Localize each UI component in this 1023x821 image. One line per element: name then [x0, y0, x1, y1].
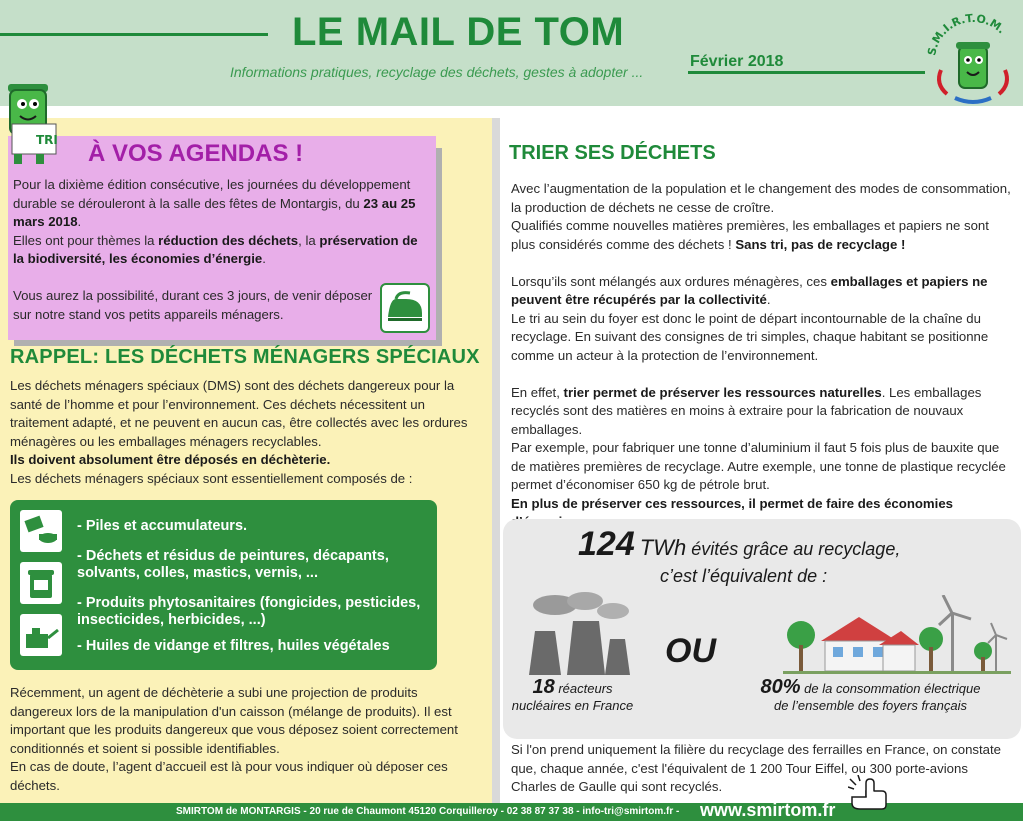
mascot-icon	[0, 78, 64, 168]
mascot-sign: TRI	[36, 133, 58, 147]
trier-text	[511, 180, 1016, 532]
logo-text: S.M.I.R.T.O.M.	[925, 11, 1008, 57]
trier-paragraph-1: Avec l’augmentation de la population et le changement des modes de consommation, la production de déchets ne cesse de croître.	[511, 181, 1011, 215]
stats-unit: TWh	[639, 535, 687, 560]
stat-reactors-number: 18	[532, 676, 555, 698]
header-rule-right	[688, 71, 925, 74]
iron-icon	[380, 283, 430, 333]
pointing-hand-icon	[848, 775, 888, 813]
newsletter-subtitle: Informations pratiques, recyclage des déchets, gestes à adopter ...	[230, 64, 644, 80]
trier-paragraph-2: Qualifiés comme nouvelles matières premières, les emballages et papiers ne sont plus considérés comme des déchets ! Sans tri, pas de recyclage !	[511, 218, 989, 252]
stat-homes	[733, 676, 1008, 714]
stats-subheadline: c’est l’équivalent de :	[660, 566, 828, 586]
dms-item-paints: - Déchets et résidus de peintures, décapants, solvants, colles, mastics, vernis, ...	[77, 548, 389, 581]
doubt-paragraph: En cas de doute, l’agent d’accueil est là pour vous indiquer où déposer ces déchets.	[10, 759, 448, 793]
incident-paragraph: Récemment, un agent de déchèterie a subi une projection de produits dangereux lors de la manipulation d'un caisson (mélange de produits). Il est important que les produits dangereux que vous déposez soient correctement conditionnés et soient si possible identifiables.	[10, 685, 458, 756]
dms-text	[10, 377, 482, 488]
stat-reactors-label-1: réacteurs	[558, 681, 613, 696]
footer-website-link[interactable]: www.smirtom.fr	[700, 800, 836, 820]
stats-or: OU	[665, 632, 716, 670]
agenda-paragraph-3: Vous aurez la possibilité, durant ces 3 jours, de venir déposer sur notre stand vos petits appareils ménagers.	[13, 288, 373, 322]
stat-homes-label-1: de la consommation électrique	[804, 681, 981, 696]
footer-address: SMIRTOM de MONTARGIS - 20 rue de Chaumont 45120 Corquilleroy - 02 38 87 37 38 - info-tri@smirtom.fr -	[176, 806, 680, 817]
agenda-paragraph-1: Pour la dixième édition consécutive, les journées du développement durable se dérouleront à la salle des fêtes de Montargis, du 23 au 25 mars 2018.	[13, 177, 416, 229]
oil-can-icon	[20, 614, 62, 656]
nuclear-plant-icon	[515, 591, 635, 679]
header-rule-left	[0, 33, 268, 36]
stat-reactors-label-2: nucléaires en France	[511, 698, 634, 713]
dms-item-batteries: - Piles et accumulateurs.	[77, 518, 248, 534]
dms-paragraph-3: Les déchets ménagers spéciaux sont essentiellement composés de :	[10, 470, 413, 486]
house-icon	[821, 617, 919, 671]
agenda-title: À VOS AGENDAS !	[88, 140, 304, 167]
trier-title: TRIER SES DÉCHETS	[509, 142, 716, 164]
trier-paragraph-7: En plus de préserver ces ressources, il permet de faire des économies	[511, 495, 953, 511]
wind-turbine-icon	[939, 595, 1007, 671]
stat-reactors	[505, 676, 640, 714]
stat-homes-number: 80%	[760, 676, 801, 698]
dms-paragraph-2: Ils doivent absolument être déposés en déchèterie.	[10, 452, 331, 467]
stats-big-number: 124	[578, 525, 635, 563]
smirtom-logo-icon	[925, 8, 1020, 106]
dms-item-oils: - Huiles de vidange et filtres, huiles végétales	[77, 638, 390, 654]
ferraille-paragraph: Si l'on prend uniquement la filière du recyclage des ferrailles en France, on constate que, chaque année, c'est l'équivalent de 1 200 Tour Eiffel, ou 300 porte-avions Charles de Gaulle qui sont recyclés.	[511, 742, 1001, 794]
dms-title: RAPPEL: LES DÉCHETS MÉNAGERS SPÉCIAUX	[10, 346, 480, 368]
trier-paragraph-4: Le tri au sein du foyer est donc le point de départ incontournable de la chaîne du recyclage. En suivant des consignes de tri simples, chaque habitant se positionne comme un acteur à la protection de l’environnement.	[511, 310, 989, 363]
header	[0, 0, 1023, 106]
incident-text	[10, 684, 482, 795]
agenda-paragraph-2: Elles ont pour thèmes la réduction des déchets, la préservation de la biodiversité, les économies d’énergie.	[13, 232, 418, 266]
homes-illustration	[783, 595, 1011, 679]
battery-icon	[20, 510, 62, 552]
dms-item-phyto: - Produits phytosanitaires (fongicides, pesticides, insecticides, herbicides, ...)	[77, 595, 421, 628]
stats-headline	[578, 525, 900, 564]
paint-icon	[20, 562, 62, 604]
newsletter-title: LE MAIL DE TOM	[292, 10, 625, 54]
dms-paragraph-1: Les déchets ménagers spéciaux (DMS) sont des déchets dangereux pour la santé de l’homme et pour l’environnement. Ces déchets nécessitent un traitement adapté, et ne peuvent en aucun cas, être collectés avec les ordures ménagères ou les emballages ménagers recyclables.	[10, 378, 468, 449]
issue-date: Février 2018	[690, 53, 784, 70]
stats-headline-rest: évités grâce au recyclage,	[691, 539, 901, 559]
stat-homes-label-2: de l’ensemble des foyers français	[774, 698, 967, 713]
trier-paragraph-3: Lorsqu’ils sont mélangés aux ordures ménagères, ces emballages et papiers ne peuvent être récupérés par la collectivité.	[511, 273, 988, 307]
column-divider	[492, 118, 500, 804]
trier-paragraph-5: En effet, trier permet de préserver les ressources naturelles. Les emballages recyclés sont des matières en moins à extraire pour la fabrication de nouvaux emballages.	[511, 384, 982, 437]
trier-paragraph-6: Par exemple, pour fabriquer une tonne d’aluminium il faut 5 fois plus de bauxite que de matières premières de recyclage. Autre exemple, une tonne de plastique recyclée permet d’économiser 650 kg de pétrole brut.	[511, 440, 1006, 492]
stats-box	[503, 519, 1021, 739]
dms-list-box	[10, 500, 437, 670]
